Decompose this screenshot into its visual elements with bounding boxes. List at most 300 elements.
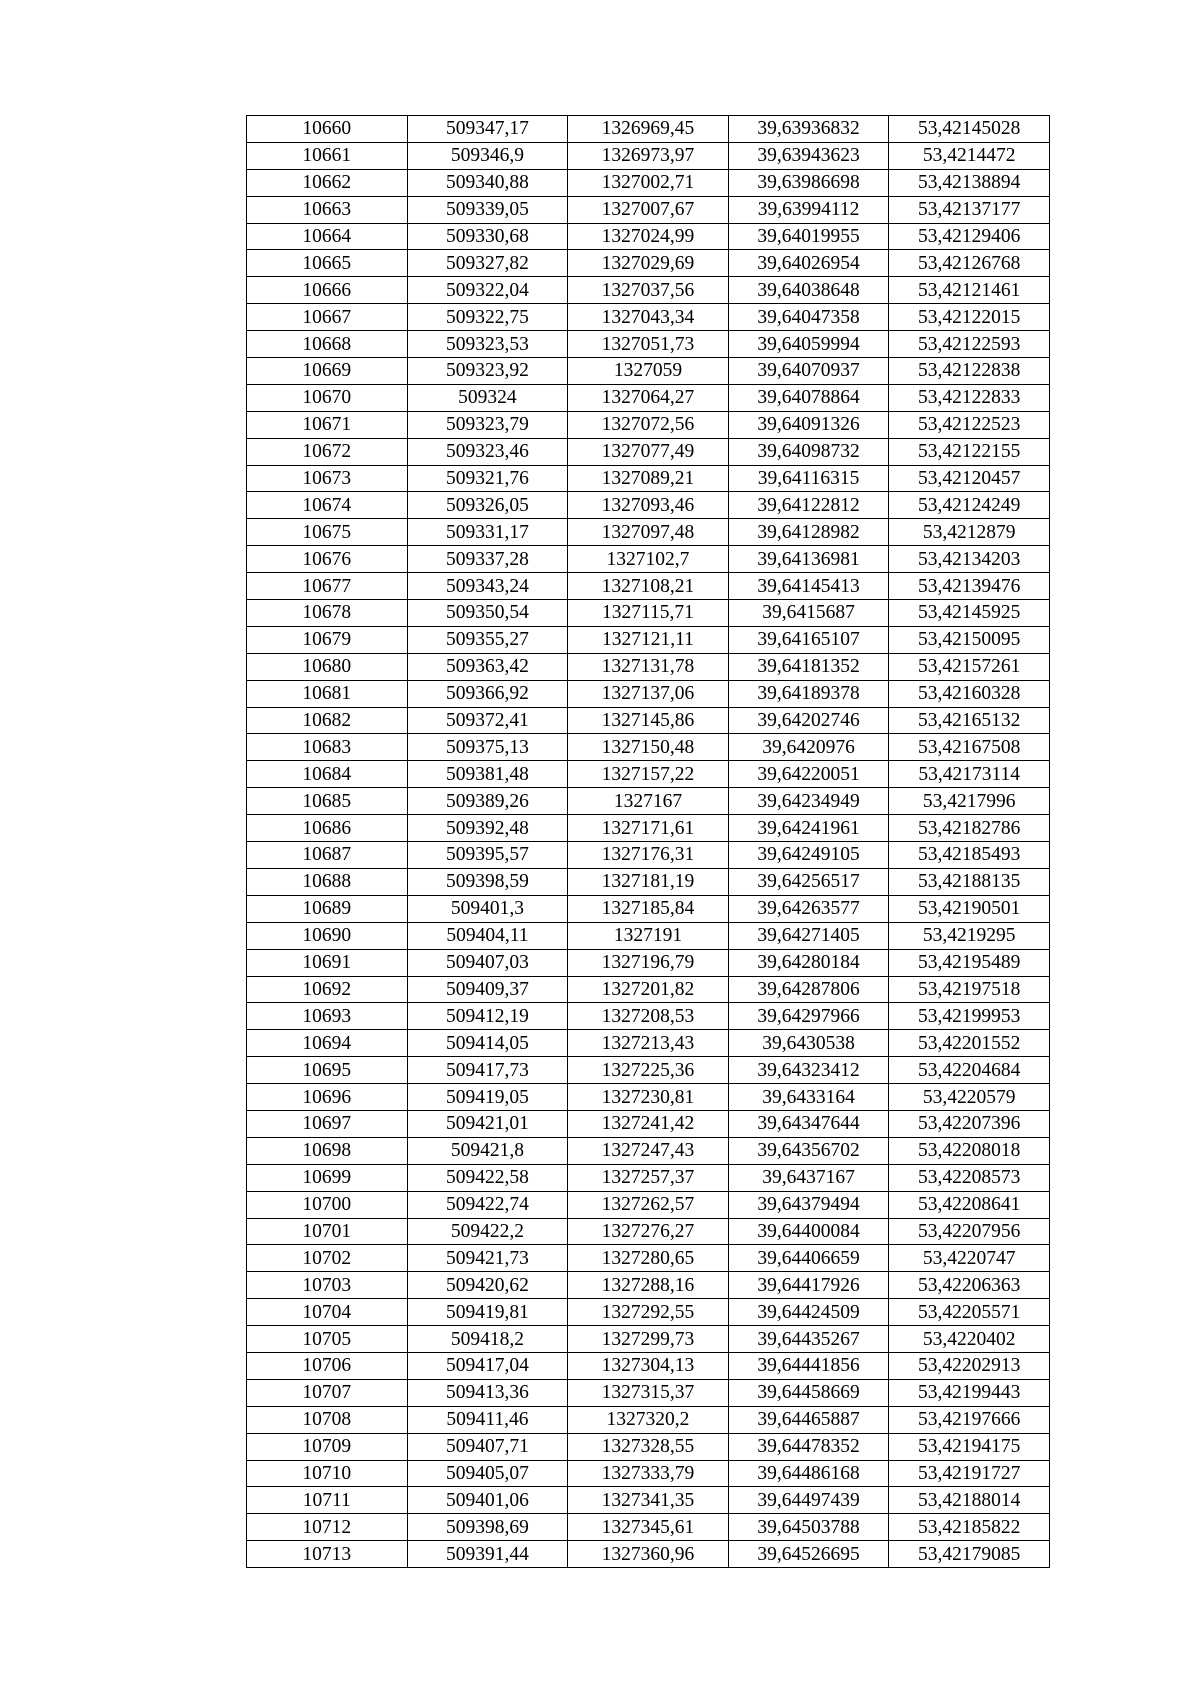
x-coordinate-cell: 509339,05 [407, 196, 568, 223]
x-coordinate-cell: 509407,71 [407, 1433, 568, 1460]
latitude-cell: 53,42134203 [889, 546, 1050, 573]
x-coordinate-cell: 509350,54 [407, 600, 568, 627]
latitude-cell: 53,42190501 [889, 895, 1050, 922]
point-number-cell: 10702 [247, 1245, 408, 1272]
y-coordinate-cell: 1327241,42 [568, 1110, 729, 1137]
y-coordinate-cell: 1327137,06 [568, 680, 729, 707]
point-number-cell: 10674 [247, 492, 408, 519]
longitude-cell: 39,64181352 [728, 653, 889, 680]
latitude-cell: 53,42206363 [889, 1272, 1050, 1299]
longitude-cell: 39,64356702 [728, 1137, 889, 1164]
point-number-cell: 10708 [247, 1406, 408, 1433]
table-row [247, 492, 1050, 519]
y-coordinate-cell: 1327037,56 [568, 277, 729, 304]
point-number-cell: 10666 [247, 277, 408, 304]
point-number-cell: 10688 [247, 868, 408, 895]
longitude-cell: 39,64503788 [728, 1514, 889, 1541]
latitude-cell: 53,42199443 [889, 1379, 1050, 1406]
point-number-cell: 10692 [247, 976, 408, 1003]
longitude-cell: 39,64078864 [728, 384, 889, 411]
table-row [247, 465, 1050, 492]
x-coordinate-cell: 509327,82 [407, 250, 568, 277]
x-coordinate-cell: 509417,73 [407, 1057, 568, 1084]
x-coordinate-cell: 509323,53 [407, 331, 568, 358]
x-coordinate-cell: 509346,9 [407, 142, 568, 169]
table-row [247, 573, 1050, 600]
longitude-cell: 39,6437167 [728, 1164, 889, 1191]
x-coordinate-cell: 509420,62 [407, 1272, 568, 1299]
point-number-cell: 10705 [247, 1326, 408, 1353]
x-coordinate-cell: 509321,76 [407, 465, 568, 492]
table-row [247, 1487, 1050, 1514]
x-coordinate-cell: 509372,41 [407, 707, 568, 734]
point-number-cell: 10701 [247, 1218, 408, 1245]
point-number-cell: 10662 [247, 169, 408, 196]
table-row [247, 1137, 1050, 1164]
latitude-cell: 53,42122523 [889, 411, 1050, 438]
table-row [247, 1514, 1050, 1541]
x-coordinate-cell: 509363,42 [407, 653, 568, 680]
y-coordinate-cell: 1327089,21 [568, 465, 729, 492]
table-row [247, 223, 1050, 250]
table-row [247, 1245, 1050, 1272]
table-row [247, 546, 1050, 573]
x-coordinate-cell: 509389,26 [407, 788, 568, 815]
latitude-cell: 53,42120457 [889, 465, 1050, 492]
table-row [247, 842, 1050, 869]
point-number-cell: 10673 [247, 465, 408, 492]
point-number-cell: 10672 [247, 438, 408, 465]
x-coordinate-cell: 509401,3 [407, 895, 568, 922]
longitude-cell: 39,64249105 [728, 842, 889, 869]
table-row [247, 250, 1050, 277]
y-coordinate-cell: 1327171,61 [568, 815, 729, 842]
point-number-cell: 10676 [247, 546, 408, 573]
latitude-cell: 53,42121461 [889, 277, 1050, 304]
longitude-cell: 39,64122812 [728, 492, 889, 519]
latitude-cell: 53,42197666 [889, 1406, 1050, 1433]
point-number-cell: 10665 [247, 250, 408, 277]
table-row [247, 1352, 1050, 1379]
latitude-cell: 53,42122833 [889, 384, 1050, 411]
longitude-cell: 39,64098732 [728, 438, 889, 465]
x-coordinate-cell: 509381,48 [407, 761, 568, 788]
point-number-cell: 10686 [247, 815, 408, 842]
latitude-cell: 53,42137177 [889, 196, 1050, 223]
longitude-cell: 39,64323412 [728, 1057, 889, 1084]
latitude-cell: 53,4219295 [889, 922, 1050, 949]
latitude-cell: 53,42126768 [889, 250, 1050, 277]
longitude-cell: 39,64424509 [728, 1299, 889, 1326]
point-number-cell: 10687 [247, 842, 408, 869]
table-row [247, 895, 1050, 922]
longitude-cell: 39,64417926 [728, 1272, 889, 1299]
latitude-cell: 53,42199953 [889, 1003, 1050, 1030]
point-number-cell: 10711 [247, 1487, 408, 1514]
y-coordinate-cell: 1327196,79 [568, 949, 729, 976]
latitude-cell: 53,4220747 [889, 1245, 1050, 1272]
x-coordinate-cell: 509421,01 [407, 1110, 568, 1137]
longitude-cell: 39,64441856 [728, 1352, 889, 1379]
y-coordinate-cell: 1327077,49 [568, 438, 729, 465]
table-row [247, 653, 1050, 680]
x-coordinate-cell: 509421,73 [407, 1245, 568, 1272]
point-number-cell: 10691 [247, 949, 408, 976]
y-coordinate-cell: 1327043,34 [568, 304, 729, 331]
table-row [247, 707, 1050, 734]
table-row [247, 196, 1050, 223]
y-coordinate-cell: 1327007,67 [568, 196, 729, 223]
latitude-cell: 53,42188135 [889, 868, 1050, 895]
table-row [247, 438, 1050, 465]
x-coordinate-cell: 509398,69 [407, 1514, 568, 1541]
point-number-cell: 10707 [247, 1379, 408, 1406]
x-coordinate-cell: 509326,05 [407, 492, 568, 519]
point-number-cell: 10697 [247, 1110, 408, 1137]
longitude-cell: 39,64116315 [728, 465, 889, 492]
longitude-cell: 39,64038648 [728, 277, 889, 304]
latitude-cell: 53,4220579 [889, 1084, 1050, 1111]
longitude-cell: 39,64347644 [728, 1110, 889, 1137]
y-coordinate-cell: 1327102,7 [568, 546, 729, 573]
point-number-cell: 10680 [247, 653, 408, 680]
latitude-cell: 53,42202913 [889, 1352, 1050, 1379]
coordinates-table-body [247, 116, 1050, 1568]
longitude-cell: 39,6433164 [728, 1084, 889, 1111]
y-coordinate-cell: 1327150,48 [568, 734, 729, 761]
y-coordinate-cell: 1327345,61 [568, 1514, 729, 1541]
latitude-cell: 53,4220402 [889, 1326, 1050, 1353]
y-coordinate-cell: 1327360,96 [568, 1541, 729, 1568]
point-number-cell: 10668 [247, 331, 408, 358]
y-coordinate-cell: 1327208,53 [568, 1003, 729, 1030]
longitude-cell: 39,64234949 [728, 788, 889, 815]
longitude-cell: 39,64202746 [728, 707, 889, 734]
longitude-cell: 39,64406659 [728, 1245, 889, 1272]
latitude-cell: 53,42197518 [889, 976, 1050, 1003]
point-number-cell: 10669 [247, 358, 408, 385]
y-coordinate-cell: 1327262,57 [568, 1191, 729, 1218]
longitude-cell: 39,64280184 [728, 949, 889, 976]
table-row [247, 626, 1050, 653]
y-coordinate-cell: 1327201,82 [568, 976, 729, 1003]
x-coordinate-cell: 509323,92 [407, 358, 568, 385]
point-number-cell: 10684 [247, 761, 408, 788]
y-coordinate-cell: 1327185,84 [568, 895, 729, 922]
point-number-cell: 10677 [247, 573, 408, 600]
x-coordinate-cell: 509419,81 [407, 1299, 568, 1326]
latitude-cell: 53,42122155 [889, 438, 1050, 465]
table-row [247, 1030, 1050, 1057]
point-number-cell: 10683 [247, 734, 408, 761]
latitude-cell: 53,42165132 [889, 707, 1050, 734]
latitude-cell: 53,42208641 [889, 1191, 1050, 1218]
point-number-cell: 10694 [247, 1030, 408, 1057]
y-coordinate-cell: 1327064,27 [568, 384, 729, 411]
x-coordinate-cell: 509421,8 [407, 1137, 568, 1164]
point-number-cell: 10685 [247, 788, 408, 815]
latitude-cell: 53,42145925 [889, 600, 1050, 627]
point-number-cell: 10695 [247, 1057, 408, 1084]
x-coordinate-cell: 509411,46 [407, 1406, 568, 1433]
y-coordinate-cell: 1327131,78 [568, 653, 729, 680]
table-row [247, 384, 1050, 411]
longitude-cell: 39,64026954 [728, 250, 889, 277]
y-coordinate-cell: 1327097,48 [568, 519, 729, 546]
longitude-cell: 39,63986698 [728, 169, 889, 196]
x-coordinate-cell: 509343,24 [407, 573, 568, 600]
latitude-cell: 53,42122838 [889, 358, 1050, 385]
longitude-cell: 39,64047358 [728, 304, 889, 331]
table-row [247, 519, 1050, 546]
point-number-cell: 10667 [247, 304, 408, 331]
table-row [247, 411, 1050, 438]
latitude-cell: 53,4214472 [889, 142, 1050, 169]
latitude-cell: 53,42122593 [889, 331, 1050, 358]
table-row [247, 1460, 1050, 1487]
x-coordinate-cell: 509337,28 [407, 546, 568, 573]
longitude-cell: 39,64435267 [728, 1326, 889, 1353]
x-coordinate-cell: 509340,88 [407, 169, 568, 196]
latitude-cell: 53,42145028 [889, 116, 1050, 143]
latitude-cell: 53,42173114 [889, 761, 1050, 788]
longitude-cell: 39,6420976 [728, 734, 889, 761]
point-number-cell: 10690 [247, 922, 408, 949]
table-row [247, 1406, 1050, 1433]
y-coordinate-cell: 1327176,31 [568, 842, 729, 869]
table-row [247, 142, 1050, 169]
longitude-cell: 39,63943623 [728, 142, 889, 169]
longitude-cell: 39,64019955 [728, 223, 889, 250]
longitude-cell: 39,64128982 [728, 519, 889, 546]
point-number-cell: 10678 [247, 600, 408, 627]
y-coordinate-cell: 1327304,13 [568, 1352, 729, 1379]
point-number-cell: 10698 [247, 1137, 408, 1164]
latitude-cell: 53,42188014 [889, 1487, 1050, 1514]
x-coordinate-cell: 509418,2 [407, 1326, 568, 1353]
table-row [247, 1299, 1050, 1326]
latitude-cell: 53,42207396 [889, 1110, 1050, 1137]
y-coordinate-cell: 1327121,11 [568, 626, 729, 653]
y-coordinate-cell: 1327167 [568, 788, 729, 815]
y-coordinate-cell: 1327213,43 [568, 1030, 729, 1057]
y-coordinate-cell: 1327072,56 [568, 411, 729, 438]
latitude-cell: 53,42195489 [889, 949, 1050, 976]
y-coordinate-cell: 1327333,79 [568, 1460, 729, 1487]
longitude-cell: 39,64145413 [728, 573, 889, 600]
table-row [247, 331, 1050, 358]
x-coordinate-cell: 509322,75 [407, 304, 568, 331]
x-coordinate-cell: 509322,04 [407, 277, 568, 304]
x-coordinate-cell: 509412,19 [407, 1003, 568, 1030]
longitude-cell: 39,64070937 [728, 358, 889, 385]
point-number-cell: 10675 [247, 519, 408, 546]
x-coordinate-cell: 509414,05 [407, 1030, 568, 1057]
point-number-cell: 10663 [247, 196, 408, 223]
table-row [247, 734, 1050, 761]
point-number-cell: 10693 [247, 1003, 408, 1030]
x-coordinate-cell: 509391,44 [407, 1541, 568, 1568]
latitude-cell: 53,42129406 [889, 223, 1050, 250]
table-row [247, 1326, 1050, 1353]
y-coordinate-cell: 1327320,2 [568, 1406, 729, 1433]
x-coordinate-cell: 509355,27 [407, 626, 568, 653]
table-row [247, 949, 1050, 976]
point-number-cell: 10713 [247, 1541, 408, 1568]
point-number-cell: 10679 [247, 626, 408, 653]
table-row [247, 1191, 1050, 1218]
longitude-cell: 39,64189378 [728, 680, 889, 707]
latitude-cell: 53,4217996 [889, 788, 1050, 815]
x-coordinate-cell: 509366,92 [407, 680, 568, 707]
table-row [247, 922, 1050, 949]
y-coordinate-cell: 1327292,55 [568, 1299, 729, 1326]
table-row [247, 815, 1050, 842]
table-row [247, 600, 1050, 627]
y-coordinate-cell: 1327280,65 [568, 1245, 729, 1272]
longitude-cell: 39,64379494 [728, 1191, 889, 1218]
x-coordinate-cell: 509395,57 [407, 842, 568, 869]
point-number-cell: 10664 [247, 223, 408, 250]
y-coordinate-cell: 1327108,21 [568, 573, 729, 600]
x-coordinate-cell: 509407,03 [407, 949, 568, 976]
latitude-cell: 53,42150095 [889, 626, 1050, 653]
y-coordinate-cell: 1327115,71 [568, 600, 729, 627]
y-coordinate-cell: 1327341,35 [568, 1487, 729, 1514]
x-coordinate-cell: 509323,79 [407, 411, 568, 438]
y-coordinate-cell: 1327276,27 [568, 1218, 729, 1245]
table-row [247, 358, 1050, 385]
table-row [247, 1003, 1050, 1030]
table-row [247, 277, 1050, 304]
point-number-cell: 10682 [247, 707, 408, 734]
latitude-cell: 53,42124249 [889, 492, 1050, 519]
table-row [247, 1541, 1050, 1568]
x-coordinate-cell: 509422,2 [407, 1218, 568, 1245]
latitude-cell: 53,42182786 [889, 815, 1050, 842]
x-coordinate-cell: 509404,11 [407, 922, 568, 949]
latitude-cell: 53,42167508 [889, 734, 1050, 761]
y-coordinate-cell: 1327328,55 [568, 1433, 729, 1460]
x-coordinate-cell: 509331,17 [407, 519, 568, 546]
y-coordinate-cell: 1327247,43 [568, 1137, 729, 1164]
latitude-cell: 53,42201552 [889, 1030, 1050, 1057]
table-row [247, 761, 1050, 788]
point-number-cell: 10703 [247, 1272, 408, 1299]
latitude-cell: 53,42185493 [889, 842, 1050, 869]
longitude-cell: 39,64091326 [728, 411, 889, 438]
point-number-cell: 10671 [247, 411, 408, 438]
point-number-cell: 10689 [247, 895, 408, 922]
point-number-cell: 10700 [247, 1191, 408, 1218]
point-number-cell: 10660 [247, 116, 408, 143]
longitude-cell: 39,64486168 [728, 1460, 889, 1487]
table-row [247, 169, 1050, 196]
point-number-cell: 10704 [247, 1299, 408, 1326]
table-row [247, 1110, 1050, 1137]
x-coordinate-cell: 509419,05 [407, 1084, 568, 1111]
table-row [247, 1272, 1050, 1299]
table-row [247, 1433, 1050, 1460]
longitude-cell: 39,64287806 [728, 976, 889, 1003]
y-coordinate-cell: 1326973,97 [568, 142, 729, 169]
longitude-cell: 39,63936832 [728, 116, 889, 143]
point-number-cell: 10706 [247, 1352, 408, 1379]
longitude-cell: 39,64165107 [728, 626, 889, 653]
table-row [247, 304, 1050, 331]
x-coordinate-cell: 509405,07 [407, 1460, 568, 1487]
longitude-cell: 39,64478352 [728, 1433, 889, 1460]
latitude-cell: 53,42191727 [889, 1460, 1050, 1487]
y-coordinate-cell: 1327093,46 [568, 492, 729, 519]
y-coordinate-cell: 1327191 [568, 922, 729, 949]
table-row [247, 1084, 1050, 1111]
y-coordinate-cell: 1327051,73 [568, 331, 729, 358]
latitude-cell: 53,42185822 [889, 1514, 1050, 1541]
y-coordinate-cell: 1327181,19 [568, 868, 729, 895]
table-row [247, 680, 1050, 707]
x-coordinate-cell: 509422,58 [407, 1164, 568, 1191]
x-coordinate-cell: 509413,36 [407, 1379, 568, 1406]
longitude-cell: 39,64263577 [728, 895, 889, 922]
latitude-cell: 53,42122015 [889, 304, 1050, 331]
longitude-cell: 39,64256517 [728, 868, 889, 895]
longitude-cell: 39,6415687 [728, 600, 889, 627]
latitude-cell: 53,42157261 [889, 653, 1050, 680]
longitude-cell: 39,63994112 [728, 196, 889, 223]
y-coordinate-cell: 1327029,69 [568, 250, 729, 277]
y-coordinate-cell: 1327230,81 [568, 1084, 729, 1111]
latitude-cell: 53,42208018 [889, 1137, 1050, 1164]
table-row [247, 1218, 1050, 1245]
longitude-cell: 39,64220051 [728, 761, 889, 788]
y-coordinate-cell: 1327059 [568, 358, 729, 385]
point-number-cell: 10681 [247, 680, 408, 707]
x-coordinate-cell: 509324 [407, 384, 568, 411]
table-row [247, 1164, 1050, 1191]
point-number-cell: 10670 [247, 384, 408, 411]
y-coordinate-cell: 1327157,22 [568, 761, 729, 788]
y-coordinate-cell: 1326969,45 [568, 116, 729, 143]
longitude-cell: 39,64059994 [728, 331, 889, 358]
y-coordinate-cell: 1327257,37 [568, 1164, 729, 1191]
table-row [247, 868, 1050, 895]
point-number-cell: 10709 [247, 1433, 408, 1460]
y-coordinate-cell: 1327024,99 [568, 223, 729, 250]
latitude-cell: 53,42139476 [889, 573, 1050, 600]
x-coordinate-cell: 509347,17 [407, 116, 568, 143]
y-coordinate-cell: 1327225,36 [568, 1057, 729, 1084]
point-number-cell: 10712 [247, 1514, 408, 1541]
longitude-cell: 39,64458669 [728, 1379, 889, 1406]
longitude-cell: 39,64241961 [728, 815, 889, 842]
latitude-cell: 53,42205571 [889, 1299, 1050, 1326]
longitude-cell: 39,64271405 [728, 922, 889, 949]
x-coordinate-cell: 509398,59 [407, 868, 568, 895]
latitude-cell: 53,42207956 [889, 1218, 1050, 1245]
table-row [247, 788, 1050, 815]
latitude-cell: 53,42208573 [889, 1164, 1050, 1191]
x-coordinate-cell: 509401,06 [407, 1487, 568, 1514]
coordinates-table [246, 115, 1050, 1568]
latitude-cell: 53,42194175 [889, 1433, 1050, 1460]
y-coordinate-cell: 1327299,73 [568, 1326, 729, 1353]
point-number-cell: 10699 [247, 1164, 408, 1191]
table-row [247, 1379, 1050, 1406]
x-coordinate-cell: 509409,37 [407, 976, 568, 1003]
longitude-cell: 39,64465887 [728, 1406, 889, 1433]
y-coordinate-cell: 1327288,16 [568, 1272, 729, 1299]
